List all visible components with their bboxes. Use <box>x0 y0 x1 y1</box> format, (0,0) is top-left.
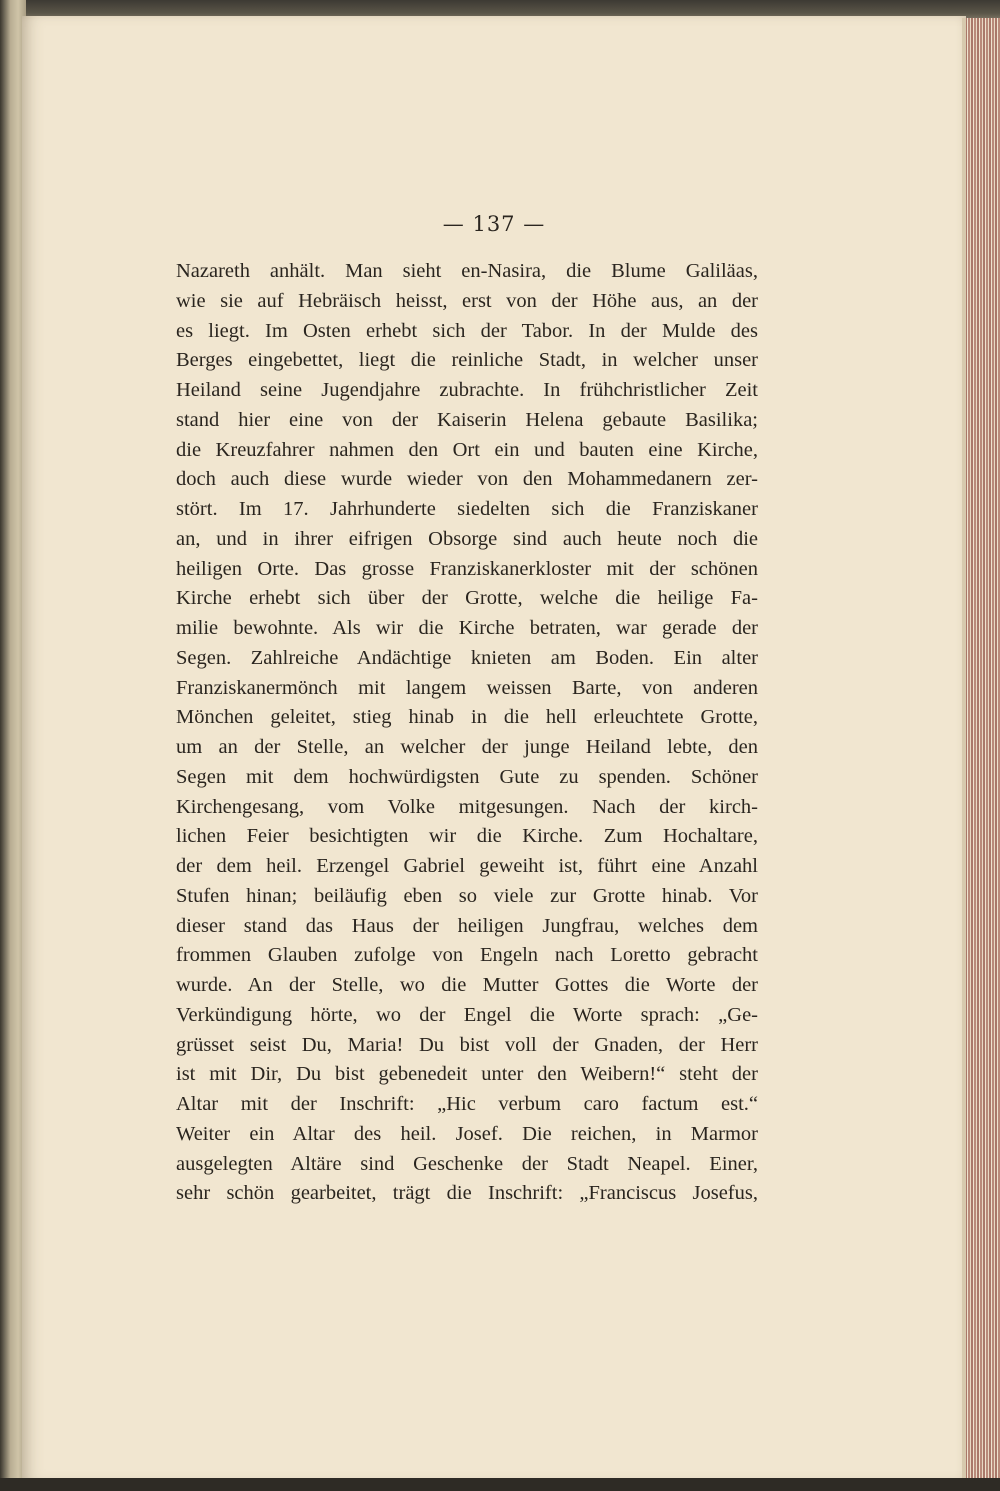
text-line: doch auch diese wurde wieder von den Mohammedanern zer- <box>176 468 758 491</box>
text-line: Verkündigung hörte, wo der Engel die Worte sprach: „Ge- <box>176 1003 758 1026</box>
text-line: lichen Feier besichtigten wir die Kirche. Zum Hochaltare, <box>176 825 758 848</box>
text-line: dieser stand das Haus der heiligen Jungfrau, welches dem <box>176 914 758 937</box>
text-line: um an der Stelle, an welcher der junge Heiland lebte, den <box>176 736 758 758</box>
text-line: frommen Glauben zufolge von Engeln nach Loretto gebracht <box>176 944 758 967</box>
text-line: wie sie auf Hebräisch heisst, erst von der Höhe aus, an der <box>176 289 758 312</box>
text-line: milie bewohnte. Als wir die Kirche betraten, war gerade der <box>176 617 758 639</box>
text-line: an, und in ihrer eifrigen Obsorge sind auch heute noch die <box>176 527 758 550</box>
text-line: stand hier eine von der Kaiserin Helena gebaute Basilika; <box>176 408 758 431</box>
text-line: stört. Im 17. Jahrhunderte siedelten sich die Franziskaner <box>176 498 758 520</box>
text-line: Segen. Zahlreiche Andächtige knieten am Boden. Ein alter <box>176 646 758 669</box>
text-line: Weiter ein Altar des heil. Josef. Die reichen, in Marmor <box>176 1122 758 1145</box>
text-line: grüsset seist Du, Maria! Du bist voll der Gnaden, der Herr <box>176 1033 758 1056</box>
text-line: heiligen Orte. Das grosse Franziskanerkloster mit der schönen <box>176 557 758 580</box>
text-line: der dem heil. Erzengel Gabriel geweiht ist, führt eine Anzahl <box>176 855 758 877</box>
text-line: sehr schön gearbeitet, trägt die Inschrift: „Franciscus Josefus, <box>176 1182 758 1205</box>
text-line: Segen mit dem hochwürdigsten Gute zu spenden. Schöner <box>176 765 758 788</box>
text-line: es liegt. Im Osten erhebt sich der Tabor. In der Mulde des <box>176 319 758 342</box>
text-line: Franziskanermönch mit langem weissen Barte, von anderen <box>176 676 758 699</box>
text-line: ausgelegten Altäre sind Geschenke der Stadt Neapel. Einer, <box>176 1152 758 1175</box>
text-line: ist mit Dir, Du bist gebenedeit unter den Weibern!“ steht der <box>176 1063 758 1086</box>
text-line: Kirchengesang, vom Volke mitgesungen. Nach der kirch- <box>176 795 758 818</box>
page-number: — 137 — <box>442 212 546 236</box>
text-line: Berges eingebettet, liegt die reinliche Stadt, in welcher unser <box>176 349 758 372</box>
text-line: Kirche erhebt sich über der Grotte, welche die heilige Fa- <box>176 587 758 610</box>
text-line: wurde. An der Stelle, wo die Mutter Gottes die Worte der <box>176 974 758 996</box>
book-cover-bottom-edge <box>0 1478 1000 1491</box>
text-line: Nazareth anhält. Man sieht en-Nasira, die Blume Galiläas, <box>176 260 758 282</box>
text-line: Stufen hinan; beiläufig eben so viele zur Grotte hinab. Vor <box>176 884 758 907</box>
page-sheet <box>22 16 966 1481</box>
page-stack-edge <box>962 18 1000 1478</box>
text-line: Heiland seine Jugendjahre zubrachte. In frühchristlicher Zeit <box>176 379 758 401</box>
text-line: Mönchen geleitet, stieg hinab in die hell erleuchtete Grotte, <box>176 706 758 729</box>
text-line: die Kreuzfahrer nahmen den Ort ein und bauten eine Kirche, <box>176 438 758 461</box>
body-text <box>176 257 758 1209</box>
text-line: Altar mit der Inschrift: „Hic verbum caro factum est.“ <box>176 1093 758 1115</box>
